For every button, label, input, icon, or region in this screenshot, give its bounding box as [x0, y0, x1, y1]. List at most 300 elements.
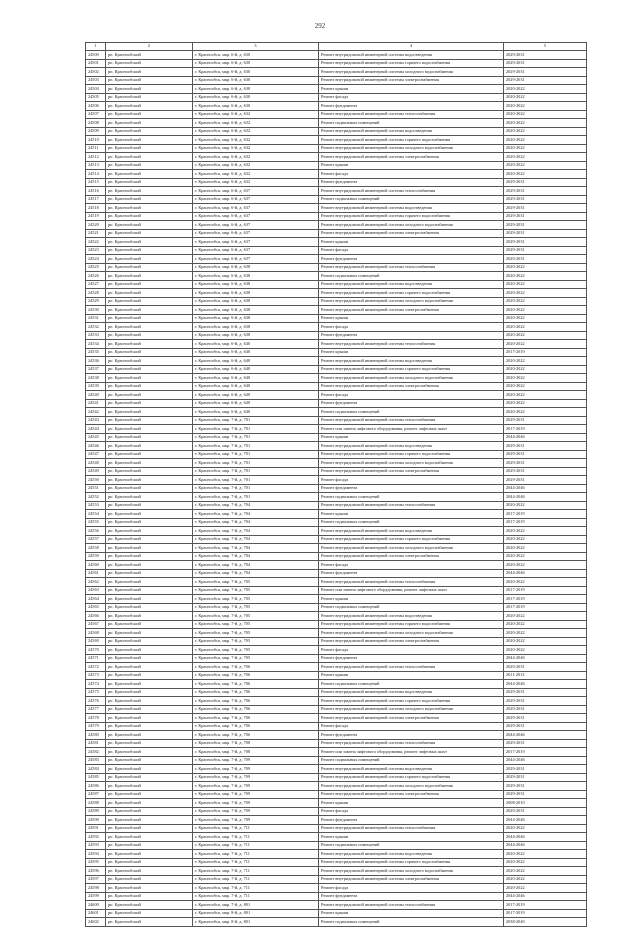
- row-period: 2029-2031: [504, 773, 587, 782]
- row-number: 24527: [86, 280, 106, 289]
- row-address: г. Краснообск, мкр. 7-й, д. 711: [193, 841, 319, 850]
- table-row: [86, 246, 587, 255]
- row-period: 2020-2022: [504, 612, 587, 621]
- table-row: [86, 374, 587, 383]
- table-row: [86, 85, 587, 94]
- table-row: [86, 739, 587, 748]
- row-period: 2029-2031: [504, 450, 587, 459]
- row-work-type: Ремонт внутридомовой инженерной системы теплоснабжения: [319, 110, 504, 119]
- row-address: г. Краснообск, мкр. 7-й, д. 706: [193, 714, 319, 723]
- row-work-type: Ремонт подвальных помещений: [319, 756, 504, 765]
- table-row: [86, 646, 587, 655]
- row-work-type: Ремонт подвальных помещений: [319, 195, 504, 204]
- row-work-type: Ремонт фасада: [319, 646, 504, 655]
- row-work-type: Ремонт внутридомовой инженерной системы холодного водоснабжения: [319, 705, 504, 714]
- row-period: 2020-2022: [504, 323, 587, 332]
- row-number: 24581: [86, 739, 106, 748]
- row-number: 24585: [86, 773, 106, 782]
- row-municipality: рп. Краснообский: [106, 569, 193, 578]
- row-number: 24552: [86, 493, 106, 502]
- row-address: г. Краснообск, мкр. 6-й, д. 637: [193, 221, 319, 230]
- table-row: [86, 756, 587, 765]
- row-period: 2020-2022: [504, 382, 587, 391]
- row-municipality: рп. Краснообский: [106, 909, 193, 918]
- table-row: [86, 127, 587, 136]
- row-number: 24504: [86, 85, 106, 94]
- row-number: 24602: [86, 918, 106, 927]
- row-number: 24589: [86, 807, 106, 816]
- table-header-row: [86, 43, 587, 51]
- table-row: [86, 816, 587, 825]
- row-municipality: рп. Краснообский: [106, 102, 193, 111]
- table-row: [86, 654, 587, 663]
- table-row: [86, 204, 587, 213]
- row-number: 24547: [86, 450, 106, 459]
- row-period: 2020-2022: [504, 884, 587, 893]
- row-municipality: рп. Краснообский: [106, 782, 193, 791]
- row-period: 2020-2022: [504, 161, 587, 170]
- table-row: [86, 833, 587, 842]
- row-work-type: Ремонт внутридомовой инженерной системы горячего водоснабжения: [319, 289, 504, 298]
- row-address: г. Краснообск, мкр. 7-й, д. 711: [193, 892, 319, 901]
- row-period: 2029-2031: [504, 51, 587, 60]
- row-period: 2029-2031: [504, 790, 587, 799]
- row-period: 2020-2022: [504, 306, 587, 315]
- row-municipality: рп. Краснообский: [106, 790, 193, 799]
- row-address: г. Краснообск, мкр. 7-й, д. 701: [193, 416, 319, 425]
- row-number: 24502: [86, 68, 106, 77]
- row-work-type: Ремонт внутридомовой инженерной системы электроснабжения: [319, 467, 504, 476]
- row-municipality: рп. Краснообский: [106, 799, 193, 808]
- row-period: 2020-2022: [504, 170, 587, 179]
- row-number: 24588: [86, 799, 106, 808]
- table-row: [86, 289, 587, 298]
- row-municipality: рп. Краснообский: [106, 195, 193, 204]
- row-period: 2029-2031: [504, 459, 587, 468]
- row-address: г. Краснообск, мкр. 7-й, д. 705: [193, 629, 319, 638]
- row-period: 2020-2022: [504, 365, 587, 374]
- row-address: г. Краснообск, мкр. 7-й, д. 704: [193, 510, 319, 519]
- row-address: г. Краснообск, мкр. 6-й, д. 632: [193, 119, 319, 128]
- row-number: 24526: [86, 272, 106, 281]
- table-row: [86, 144, 587, 153]
- row-number: 24550: [86, 476, 106, 485]
- row-municipality: рп. Краснообский: [106, 612, 193, 621]
- row-municipality: рп. Краснообский: [106, 595, 193, 604]
- row-municipality: рп. Краснообский: [106, 136, 193, 145]
- row-work-type: Ремонт подвальных помещений: [319, 119, 504, 128]
- row-period: 2020-2022: [504, 646, 587, 655]
- row-period: 2020-2022: [504, 85, 587, 94]
- row-number: 24540: [86, 391, 106, 400]
- row-work-type: Ремонт фундамента: [319, 102, 504, 111]
- table-row: [86, 340, 587, 349]
- row-address: г. Краснообск, мкр. 6-й, д. 630: [193, 59, 319, 68]
- row-work-type: Ремонт подвальных помещений: [319, 493, 504, 502]
- row-number: 24595: [86, 858, 106, 867]
- row-work-type: Ремонт внутридомовой инженерной системы горячего водоснабжения: [319, 773, 504, 782]
- row-period: 2029-2031: [504, 476, 587, 485]
- row-period: 2029-2031: [504, 255, 587, 264]
- row-number: 24538: [86, 374, 106, 383]
- table-row: [86, 399, 587, 408]
- table-row: [86, 314, 587, 323]
- row-address: г. Краснообск, мкр. 7-й, д. 709: [193, 790, 319, 799]
- row-municipality: рп. Краснообский: [106, 671, 193, 680]
- row-municipality: рп. Краснообский: [106, 433, 193, 442]
- row-number: 24593: [86, 841, 106, 850]
- row-number: 24548: [86, 459, 106, 468]
- table-row: [86, 510, 587, 519]
- row-municipality: рп. Краснообский: [106, 833, 193, 842]
- row-number: 24599: [86, 892, 106, 901]
- table-row: [86, 918, 587, 927]
- table-row: [86, 450, 587, 459]
- row-number: 24573: [86, 671, 106, 680]
- row-number: 24567: [86, 620, 106, 629]
- row-work-type: Ремонт внутридомовой инженерной системы горячего водоснабжения: [319, 858, 504, 867]
- row-period: 2029-2031: [504, 442, 587, 451]
- row-work-type: Ремонт внутридомовой инженерной системы электроснабжения: [319, 76, 504, 85]
- row-work-type: Ремонт внутридомовой инженерной системы водоотведения: [319, 51, 504, 60]
- row-municipality: рп. Краснообский: [106, 493, 193, 502]
- table-row: [86, 459, 587, 468]
- row-address: г. Краснообск, мкр. 6-й, д. 632: [193, 170, 319, 179]
- row-municipality: рп. Краснообский: [106, 858, 193, 867]
- row-work-type: Ремонт внутридомовой инженерной системы теплоснабжения: [319, 263, 504, 272]
- table-row: [86, 637, 587, 646]
- table-row: [86, 212, 587, 221]
- row-number: 24555: [86, 518, 106, 527]
- row-address: г. Краснообск, мкр. 6-й, д. 638: [193, 280, 319, 289]
- row-work-type: Ремонт внутридомовой инженерной системы электроснабжения: [319, 790, 504, 799]
- row-municipality: рп. Краснообский: [106, 552, 193, 561]
- row-work-type: Ремонт крыши: [319, 161, 504, 170]
- row-number: 24556: [86, 527, 106, 536]
- row-period: 2020-2022: [504, 535, 587, 544]
- row-work-type: Ремонт фасада: [319, 246, 504, 255]
- row-address: г. Краснообск, мкр. 7-й, д. 701: [193, 450, 319, 459]
- row-number: 24541: [86, 399, 106, 408]
- row-address: г. Краснообск, мкр. 6-й, д. 630: [193, 68, 319, 77]
- table-row: [86, 875, 587, 884]
- row-address: г. Краснообск, мкр. 7-й, д. 709: [193, 816, 319, 825]
- row-number: 24578: [86, 714, 106, 723]
- row-number: 24501: [86, 59, 106, 68]
- table-row: [86, 323, 587, 332]
- row-address: г. Краснообск, мкр. 6-й, д. 632: [193, 110, 319, 119]
- row-work-type: Ремонт внутридомовой инженерной системы электроснабжения: [319, 714, 504, 723]
- table-row: [86, 527, 587, 536]
- row-period: 2020-2022: [504, 391, 587, 400]
- row-work-type: Ремонт внутридомовой инженерной системы водоотведения: [319, 127, 504, 136]
- row-municipality: рп. Краснообский: [106, 510, 193, 519]
- row-address: г. Краснообск, мкр. 6-й, д. 638: [193, 272, 319, 281]
- row-period: 2029-2031: [504, 221, 587, 230]
- row-period: 2029-2031: [504, 688, 587, 697]
- row-address: г. Краснообск, мкр. 7-й, д. 711: [193, 867, 319, 876]
- row-address: г. Краснообск, мкр. 7-й, д. 711: [193, 875, 319, 884]
- row-period: 2029-2031: [504, 76, 587, 85]
- row-period: 2029-2031: [504, 705, 587, 714]
- row-address: г. Краснообск, мкр. 6-й, д. 638: [193, 289, 319, 298]
- row-address: г. Краснообск, мкр. 7-й, д. 701: [193, 425, 319, 434]
- row-number: 24546: [86, 442, 106, 451]
- row-address: г. Краснообск, мкр. 7-й, д. 706: [193, 671, 319, 680]
- row-municipality: рп. Краснообский: [106, 578, 193, 587]
- row-municipality: рп. Краснообский: [106, 688, 193, 697]
- row-period: 2020-2022: [504, 552, 587, 561]
- row-number: 24587: [86, 790, 106, 799]
- row-municipality: рп. Краснообский: [106, 365, 193, 374]
- row-municipality: рп. Краснообский: [106, 144, 193, 153]
- row-municipality: рп. Краснообский: [106, 221, 193, 230]
- table-row: [86, 297, 587, 306]
- row-work-type: Ремонт внутридомовой инженерной системы теплоснабжения: [319, 187, 504, 196]
- row-period: 2029-2031: [504, 229, 587, 238]
- row-number: 24575: [86, 688, 106, 697]
- row-work-type: Ремонт подвальных помещений: [319, 918, 504, 927]
- row-period: 2020-2022: [504, 136, 587, 145]
- row-number: 24522: [86, 238, 106, 247]
- row-number: 24584: [86, 765, 106, 774]
- row-municipality: рп. Краснообский: [106, 68, 193, 77]
- row-municipality: рп. Краснообский: [106, 535, 193, 544]
- row-work-type: Ремонт внутридомовой инженерной системы электроснабжения: [319, 306, 504, 315]
- row-address: г. Краснообск, мкр. 7-й, д. 704: [193, 561, 319, 570]
- row-municipality: рп. Краснообский: [106, 807, 193, 816]
- row-work-type: Ремонт внутридомовой инженерной системы электроснабжения: [319, 875, 504, 884]
- row-work-type: Ремонт внутридомовой инженерной системы водоотведения: [319, 850, 504, 859]
- row-number: 24568: [86, 629, 106, 638]
- row-address: г. Краснообск, мкр. 7-й, д. 704: [193, 544, 319, 553]
- row-number: 24582: [86, 748, 106, 757]
- row-municipality: рп. Краснообский: [106, 119, 193, 128]
- row-period: 2044-2046: [504, 484, 587, 493]
- row-number: 24507: [86, 110, 106, 119]
- row-period: 2020-2022: [504, 119, 587, 128]
- row-work-type: Ремонт внутридомовой инженерной системы водоотведения: [319, 527, 504, 536]
- row-period: 2029-2031: [504, 697, 587, 706]
- row-work-type: Ремонт внутридомовой инженерной системы водоотведения: [319, 765, 504, 774]
- row-address: г. Краснообск, мкр. 7-й, д. 709: [193, 756, 319, 765]
- row-work-type: Ремонт внутридомовой инженерной системы холодного водоснабжения: [319, 629, 504, 638]
- row-municipality: рп. Краснообский: [106, 484, 193, 493]
- row-municipality: рп. Краснообский: [106, 272, 193, 281]
- row-number: 24586: [86, 782, 106, 791]
- row-period: 2020-2022: [504, 544, 587, 553]
- row-number: 24558: [86, 544, 106, 553]
- row-period: 2029-2031: [504, 246, 587, 255]
- row-number: 24601: [86, 909, 106, 918]
- row-period: 2020-2022: [504, 875, 587, 884]
- row-number: 24563: [86, 586, 106, 595]
- table-row: [86, 544, 587, 553]
- row-municipality: рп. Краснообский: [106, 331, 193, 340]
- row-municipality: рп. Краснообский: [106, 408, 193, 417]
- row-period: 2020-2022: [504, 280, 587, 289]
- table-row: [86, 731, 587, 740]
- row-address: г. Краснообск, мкр. 7-й, д. 705: [193, 646, 319, 655]
- table-row: [86, 255, 587, 264]
- row-period: 2020-2022: [504, 102, 587, 111]
- row-work-type: Ремонт фасада: [319, 807, 504, 816]
- table-row: [86, 365, 587, 374]
- row-number: 24596: [86, 867, 106, 876]
- table-row: [86, 552, 587, 561]
- row-number: 24544: [86, 425, 106, 434]
- column-header-work-type: 4: [319, 43, 504, 51]
- table-row: [86, 476, 587, 485]
- row-number: 24521: [86, 229, 106, 238]
- row-address: г. Краснообск, мкр. 7-й, д. 705: [193, 620, 319, 629]
- row-work-type: Ремонт внутридомовой инженерной системы теплоснабжения: [319, 578, 504, 587]
- repair-schedule-table: [85, 42, 587, 927]
- table-row: [86, 467, 587, 476]
- row-municipality: рп. Краснообский: [106, 416, 193, 425]
- table-row: [86, 773, 587, 782]
- row-work-type: Ремонт крыши: [319, 85, 504, 94]
- row-work-type: Ремонт фундамента: [319, 178, 504, 187]
- table-row: [86, 442, 587, 451]
- row-period: 2020-2022: [504, 153, 587, 162]
- row-number: 24513: [86, 161, 106, 170]
- row-number: 24557: [86, 535, 106, 544]
- row-period: 2044-2046: [504, 756, 587, 765]
- row-address: г. Краснообск, мкр. 7-й, д. 701: [193, 459, 319, 468]
- row-municipality: рп. Краснообский: [106, 161, 193, 170]
- table-row: [86, 884, 587, 893]
- row-period: 2017-2019: [504, 748, 587, 757]
- row-municipality: рп. Краснообский: [106, 654, 193, 663]
- column-header-period: 5: [504, 43, 587, 51]
- table-row: [86, 697, 587, 706]
- row-number: 24537: [86, 365, 106, 374]
- row-municipality: рп. Краснообский: [106, 476, 193, 485]
- row-address: г. Краснообск, мкр. 7-й, д. 706: [193, 731, 319, 740]
- row-address: г. Краснообск, мкр. 6-й, д. 637: [193, 246, 319, 255]
- row-work-type: Ремонт внутридомовой инженерной системы горячего водоснабжения: [319, 620, 504, 629]
- row-number: 24592: [86, 833, 106, 842]
- row-period: 2020-2022: [504, 340, 587, 349]
- row-number: 24518: [86, 204, 106, 213]
- row-work-type: Ремонт внутридомовой инженерной системы теплоснабжения: [319, 340, 504, 349]
- row-number: 24566: [86, 612, 106, 621]
- row-work-type: Ремонт внутридомовой инженерной системы теплоснабжения: [319, 901, 504, 910]
- row-work-type: Ремонт внутридомовой инженерной системы горячего водоснабжения: [319, 212, 504, 221]
- row-work-type: Ремонт внутридомовой инженерной системы теплоснабжения: [319, 416, 504, 425]
- row-period: 2029-2031: [504, 765, 587, 774]
- row-municipality: рп. Краснообский: [106, 76, 193, 85]
- table-row: [86, 102, 587, 111]
- row-work-type: Ремонт подвальных помещений: [319, 518, 504, 527]
- row-municipality: рп. Краснообский: [106, 518, 193, 527]
- row-period: 2020-2022: [504, 408, 587, 417]
- row-municipality: рп. Краснообский: [106, 765, 193, 774]
- row-period: 2020-2022: [504, 314, 587, 323]
- row-period: 2029-2031: [504, 212, 587, 221]
- row-municipality: рп. Краснообский: [106, 544, 193, 553]
- row-work-type: Ремонт фасада: [319, 561, 504, 570]
- row-municipality: рп. Краснообский: [106, 850, 193, 859]
- table-row: [86, 170, 587, 179]
- table-row: [86, 620, 587, 629]
- row-municipality: рп. Краснообский: [106, 187, 193, 196]
- row-work-type: Ремонт крыши: [319, 671, 504, 680]
- table-row: [86, 799, 587, 808]
- row-address: г. Краснообск, мкр. 8-й, д. 801: [193, 909, 319, 918]
- row-number: 24511: [86, 144, 106, 153]
- row-work-type: Ремонт внутридомовой инженерной системы горячего водоснабжения: [319, 535, 504, 544]
- row-period: 2029-2031: [504, 782, 587, 791]
- row-work-type: Ремонт внутридомовой инженерной системы горячего водоснабжения: [319, 365, 504, 374]
- row-work-type: Ремонт внутридомовой инженерной системы водоотведения: [319, 442, 504, 451]
- table-row: [86, 433, 587, 442]
- row-address: г. Краснообск, мкр. 7-й, д. 708: [193, 748, 319, 757]
- row-number: 24570: [86, 646, 106, 655]
- table-row: [86, 51, 587, 60]
- row-address: г. Краснообск, мкр. 7-й, д. 709: [193, 765, 319, 774]
- row-work-type: Ремонт или замена лифтового оборудования, ремонт лифтовых шахт: [319, 586, 504, 595]
- row-municipality: рп. Краснообский: [106, 229, 193, 238]
- table-row: [86, 518, 587, 527]
- table-row: [86, 569, 587, 578]
- row-municipality: рп. Краснообский: [106, 374, 193, 383]
- row-municipality: рп. Краснообский: [106, 391, 193, 400]
- table-row: [86, 382, 587, 391]
- row-address: г. Краснообск, мкр. 6-й, д. 637: [193, 204, 319, 213]
- row-municipality: рп. Краснообский: [106, 697, 193, 706]
- row-work-type: Ремонт фасада: [319, 722, 504, 731]
- row-number: 24600: [86, 901, 106, 910]
- row-work-type: Ремонт внутридомовой инженерной системы горячего водоснабжения: [319, 136, 504, 145]
- row-municipality: рп. Краснообский: [106, 841, 193, 850]
- table-row: [86, 782, 587, 791]
- row-municipality: рп. Краснообский: [106, 450, 193, 459]
- row-number: 24569: [86, 637, 106, 646]
- row-work-type: Ремонт внутридомовой инженерной системы холодного водоснабжения: [319, 144, 504, 153]
- row-number: 24577: [86, 705, 106, 714]
- table-row: [86, 680, 587, 689]
- row-municipality: рп. Краснообский: [106, 459, 193, 468]
- table-row: [86, 76, 587, 85]
- row-work-type: Ремонт крыши: [319, 595, 504, 604]
- row-address: г. Краснообск, мкр. 7-й, д. 711: [193, 833, 319, 842]
- row-address: г. Краснообск, мкр. 7-й, д. 701: [193, 442, 319, 451]
- row-work-type: Ремонт крыши: [319, 348, 504, 357]
- row-number: 24574: [86, 680, 106, 689]
- row-number: 24529: [86, 297, 106, 306]
- row-address: г. Краснообск, мкр. 6-й, д. 637: [193, 229, 319, 238]
- row-address: г. Краснообск, мкр. 7-й, д. 704: [193, 552, 319, 561]
- row-municipality: рп. Краснообский: [106, 637, 193, 646]
- row-address: г. Краснообск, мкр. 6-й, д. 637: [193, 255, 319, 264]
- row-period: 2029-2031: [504, 739, 587, 748]
- row-number: 24520: [86, 221, 106, 230]
- row-municipality: рп. Краснообский: [106, 824, 193, 833]
- table-row: [86, 688, 587, 697]
- row-period: 2020-2022: [504, 578, 587, 587]
- row-municipality: рп. Краснообский: [106, 212, 193, 221]
- row-work-type: Ремонт внутридомовой инженерной системы водоотведения: [319, 612, 504, 621]
- row-address: г. Краснообск, мкр. 7-й, д. 701: [193, 467, 319, 476]
- table-row: [86, 153, 587, 162]
- table-row: [86, 705, 587, 714]
- row-period: 2020-2022: [504, 850, 587, 859]
- row-work-type: Ремонт крыши: [319, 238, 504, 247]
- row-work-type: Ремонт крыши: [319, 314, 504, 323]
- row-work-type: Ремонт внутридомовой инженерной системы электроснабжения: [319, 153, 504, 162]
